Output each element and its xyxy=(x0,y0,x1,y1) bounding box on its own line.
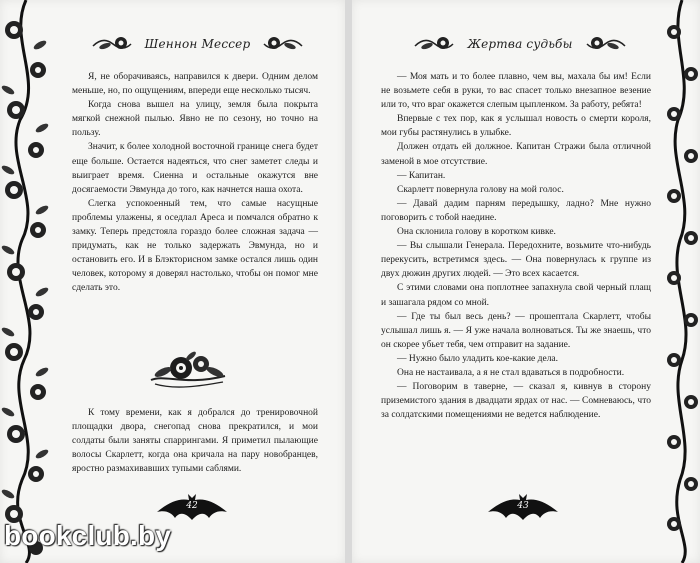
paragraph: Впервые с тех пор, как я услышал новость о смерти короля, мои губы растянулись в улыбке. xyxy=(381,114,651,139)
paragraph: — Давай дадим парням передышку, ладно? Мне нужно поговорить с тобой наедине. xyxy=(381,198,651,223)
paragraph: Она не настаивала, а я не стал вдаваться в подробности. xyxy=(397,367,625,378)
site-watermark: bookclub.by xyxy=(4,520,172,551)
page-number-folio xyxy=(486,492,560,524)
left-page-body xyxy=(72,70,318,296)
page-number: 43 xyxy=(517,501,529,511)
paragraph: — Поговорим в таверне, — сказал я, кивнув в сторону приземистого здания в двадцати ярдах от нас. — Сомневаюсь, что за солдатскими помещениями не ведется наблюдение. xyxy=(381,382,651,421)
rose-ornament-icon xyxy=(262,32,304,56)
paragraph: Скарлетт повернула голову на мой голос. xyxy=(397,184,564,195)
paragraph: — Моя мать и то более плавно, чем вы, махала бы им! Если не возьмете себя в руки, то вас спасет только внезапное везение или то, что враг окажется слепым цыпленком. За работу, ребята! xyxy=(381,72,651,111)
page-number: 42 xyxy=(186,501,198,511)
rose-ornament-icon xyxy=(91,32,133,56)
paragraph: — Капитан. xyxy=(397,170,446,181)
rose-ornament-icon xyxy=(585,32,627,56)
rose-vine-border-icon xyxy=(664,0,700,563)
right-page-body xyxy=(381,70,651,422)
paragraph: К тому времени, как я добрался до тренировочной площадки двора, снегопад снова прекратился, и мои солдаты были заняты спаррингами. Я приметил пылающие волосы Скарлетт, когда она кричала на пару новобранцев, яростно размахивавших тупыми саблями. xyxy=(72,408,318,475)
paragraph: Значит, к более холодной восточной границе снега будет еще больше. Остается надеяться, что снег заметет следы и выиграет время. Сиенна и остальные окажутся вне досягаемости Эвмунда до того, как начнется наша охота. xyxy=(72,142,318,195)
rose-vine-border-icon xyxy=(0,0,52,563)
paragraph: Слегка успокоенный тем, что самые насущные проблемы улажены, я оседлал Ареса и помчался обратно к замку. Теперь предстояла гораздо более сложная задача — придумать, как не только задержать Эвмунда, но и остановить его. И в Блэкторисном замке остался лишь один человек, которому я доверял настолько, чтобы он помог мне сделать это. xyxy=(72,198,318,294)
book-gutter xyxy=(345,0,352,563)
paragraph: Должен отдать ей должное. Капитан Стражи была отличной заменой в мое отсутствие. xyxy=(381,142,651,167)
right-running-head xyxy=(375,30,665,58)
left-running-head xyxy=(55,30,340,58)
paragraph: Когда снова вышел на улицу, земля была покрыта мягкой снежной пылью. Явно не по сезону, но точно на пользу. xyxy=(72,100,318,139)
left-page-body-after-break xyxy=(72,406,318,476)
paragraph: — Вы слышали Генерала. Передохните, возьмите что-нибудь перекусить, встретимся здесь. — Она повернулась к группе из двух дюжин других людей. — Это всех касается. xyxy=(381,241,651,280)
rose-ornament-icon xyxy=(413,32,455,56)
running-head-title: Шеннон Мессер xyxy=(144,37,251,51)
paragraph: — Где ты был весь день? — прошептала Скарлетт, чтобы услышал лишь я. — Я уже начала волноваться. Ты же знаешь, что он скорее убьет тебя, чем отправит на задание. xyxy=(381,311,651,350)
rose-bouquet-icon xyxy=(145,346,231,392)
paragraph: Она склонила голову в коротком кивке. xyxy=(397,227,556,238)
paragraph: С этими словами она поплотнее запахнула свой черный плащ и зашагала рядом со мной. xyxy=(381,283,651,308)
paragraph: — Нужно было уладить кое-какие дела. xyxy=(397,353,559,364)
running-head-title: Жертва судьбы xyxy=(467,37,573,51)
paragraph: Я, не оборачиваясь, направился к двери. Одним делом меньше, но, по ощущениям, впереди еще несколько тысяч. xyxy=(72,72,318,97)
